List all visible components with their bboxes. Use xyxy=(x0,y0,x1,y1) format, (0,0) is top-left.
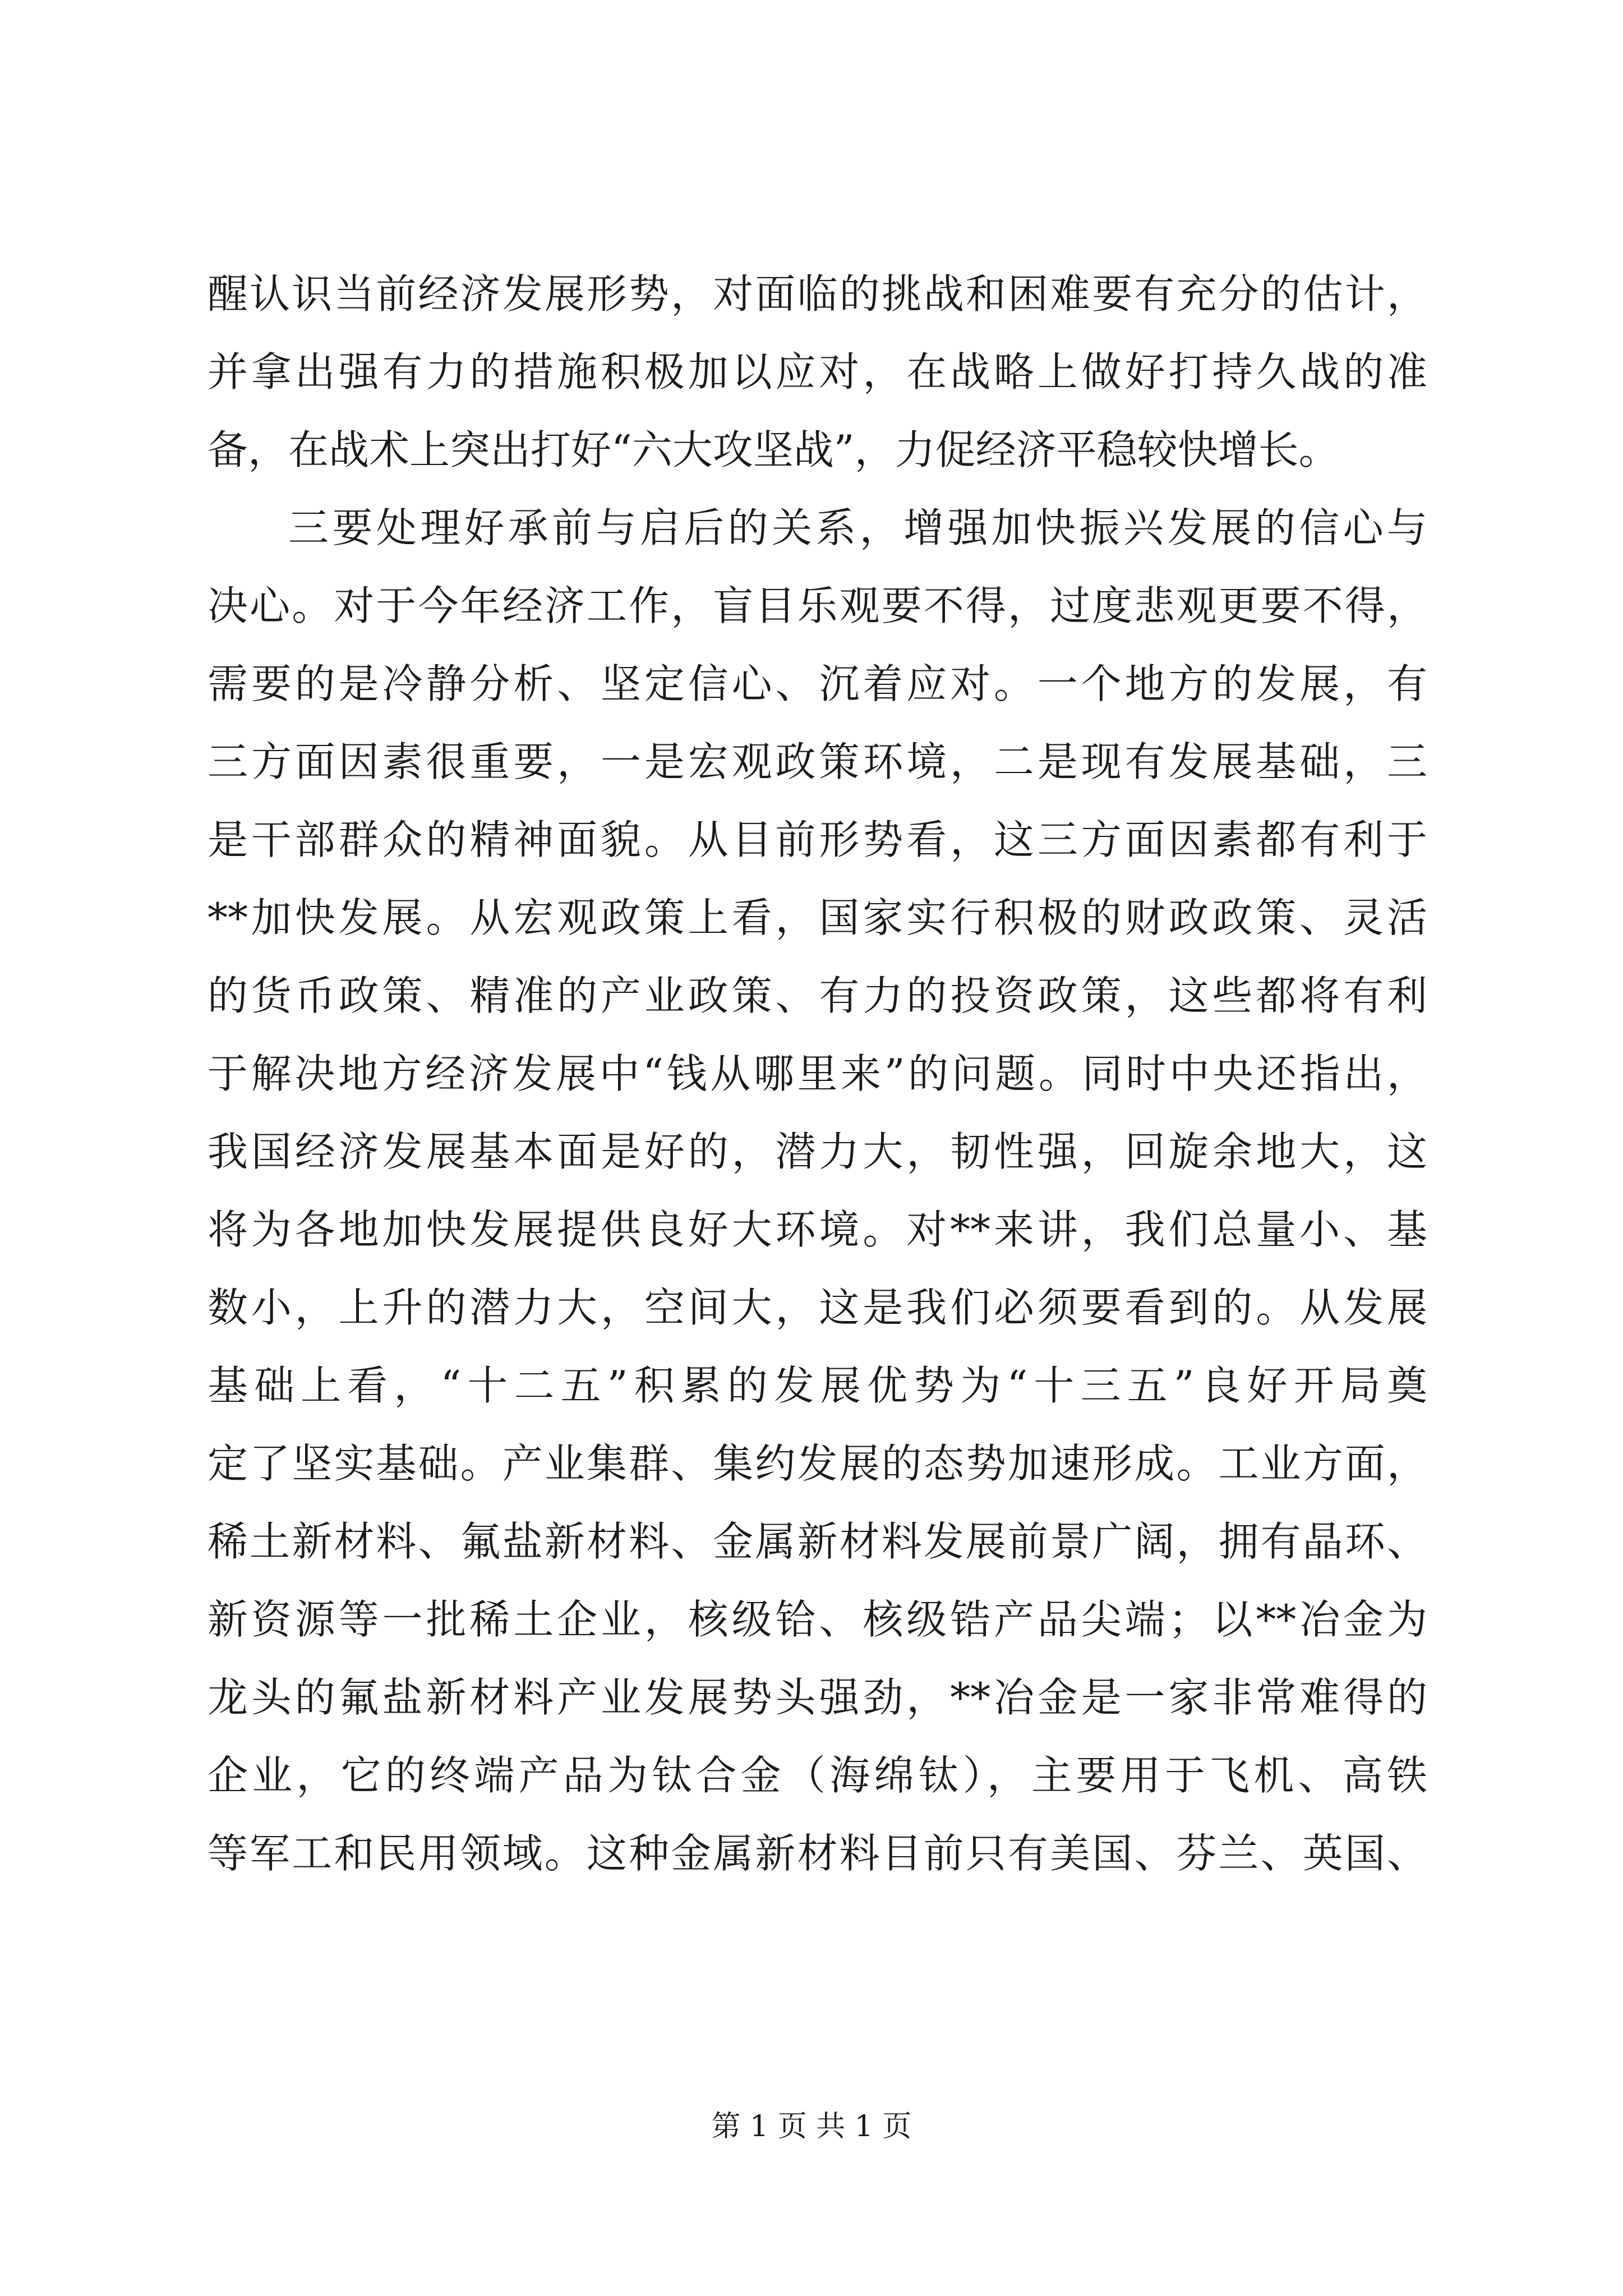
text-line: 将为各地加快发展提供良好大环境。对**来讲，我们总量小、基 xyxy=(208,1206,1427,1253)
text-line: 定了坚实基础。产业集群、集约发展的态势加速形成。工业方面， xyxy=(208,1440,1427,1487)
text-line: 的货币政策、精准的产业政策、有力的投资政策，这些都将有利 xyxy=(208,972,1427,1019)
text-line: 基础上看，“十二五”积累的发展优势为“十三五”良好开局奠 xyxy=(208,1362,1427,1409)
text-line: **加快发展。从宏观政策上看，国家实行积极的财政政策、灵活 xyxy=(208,894,1427,941)
page-number-footer: 第 1 页 共 1 页 xyxy=(711,2110,912,2143)
text-line: 备，在战术上突出打好“六大攻坚战”，力促经济平稳较快增长。 xyxy=(208,426,1339,473)
text-line: 等军工和民用领域。这种金属新材料目前只有美国、芬兰、英国、 xyxy=(208,1830,1427,1877)
text-line: 并拿出强有力的措施积极加以应对，在战略上做好打持久战的准 xyxy=(208,348,1427,395)
text-line: 醒认识当前经济发展形势，对面临的挑战和困难要有充分的估计， xyxy=(208,270,1427,318)
text-line: 龙头的氟盐新材料产业发展势头强劲，**冶金是一家非常难得的 xyxy=(208,1674,1427,1721)
text-line: 我国经济发展基本面是好的，潜力大，韧性强，回旋余地大，这 xyxy=(208,1128,1427,1175)
text-line: 三方面因素很重要，一是宏观政策环境，二是现有发展基础，三 xyxy=(208,738,1427,785)
text-line: 稀土新材料、氟盐新材料、金属新材料发展前景广阔，拥有晶环、 xyxy=(208,1518,1427,1565)
text-line: 需要的是冷静分析、坚定信心、沉着应对。一个地方的发展，有 xyxy=(208,660,1427,707)
text-line: 于解决地方经济发展中“钱从哪里来”的问题。同时中央还指出， xyxy=(208,1050,1427,1097)
body-text xyxy=(208,255,1427,1893)
text-line: 决心。对于今年经济工作，盲目乐观要不得，过度悲观更要不得， xyxy=(208,582,1427,629)
text-line: 是干部群众的精神面貌。从目前形势看，这三方面因素都有利于 xyxy=(208,816,1427,863)
text-line: 企业，它的终端产品为钛合金（海绵钛），主要用于飞机、高铁 xyxy=(208,1752,1427,1799)
text-line: 数小，上升的潜力大，空间大，这是我们必须要看到的。从发展 xyxy=(208,1284,1427,1331)
text-line: 新资源等一批稀土企业，核级铪、核级锆产品尖端；以**冶金为 xyxy=(208,1596,1427,1643)
paragraph-start-line: 三要处理好承前与启后的关系，增强加快振兴发展的信心与 xyxy=(288,504,1427,551)
